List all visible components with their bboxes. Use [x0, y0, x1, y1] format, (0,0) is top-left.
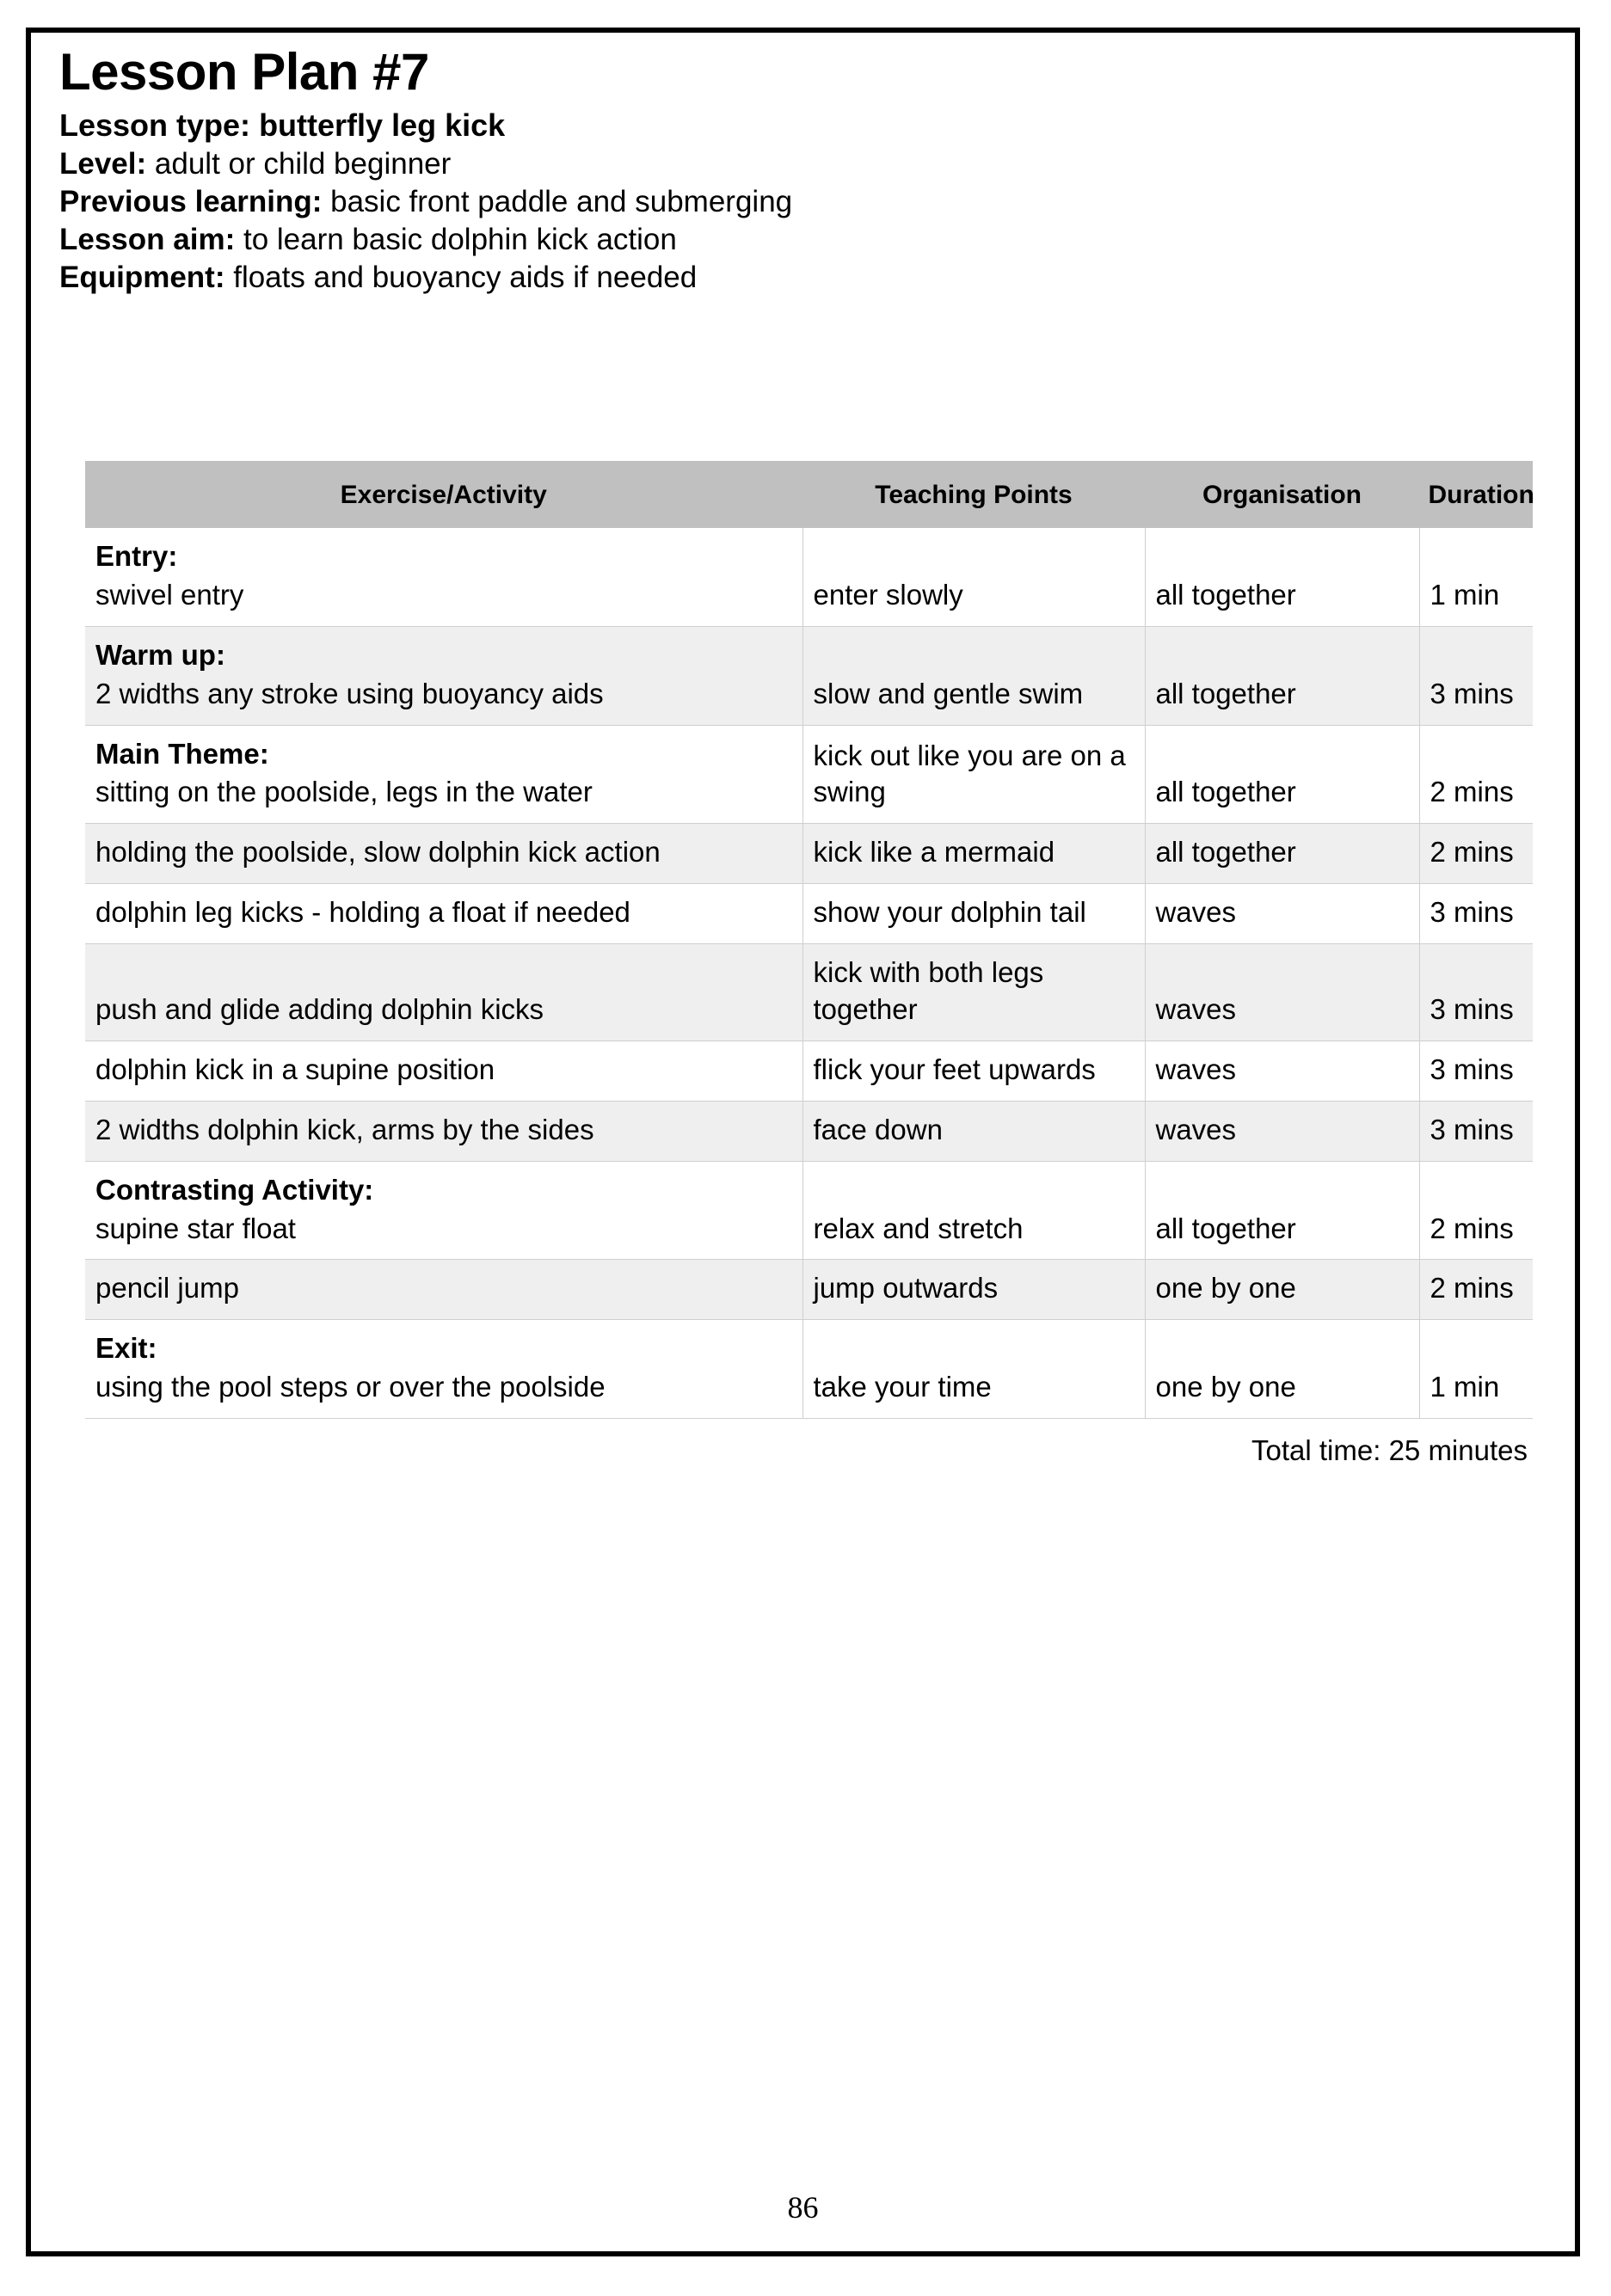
- cell-teaching-points: relax and stretch: [802, 1161, 1145, 1260]
- column-header-organisation: Organisation: [1145, 462, 1419, 528]
- lesson-meta-line: [59, 259, 1575, 297]
- lesson-meta-label: Level:: [59, 146, 147, 181]
- total-time-label: Total time: 25 minutes: [1251, 1434, 1528, 1467]
- lesson-header: [31, 33, 1575, 297]
- cell-organisation: one by one: [1145, 1260, 1419, 1320]
- lesson-meta-line: [59, 183, 1575, 221]
- activity-text: supine star float: [95, 1212, 296, 1244]
- cell-activity: [85, 626, 802, 725]
- cell-activity: [85, 1320, 802, 1419]
- table-header-row: [85, 462, 1533, 528]
- cell-duration: 3 mins: [1419, 1041, 1533, 1101]
- activity-text: 2 widths dolphin kick, arms by the sides: [95, 1113, 594, 1145]
- cell-duration: 3 mins: [1419, 944, 1533, 1041]
- cell-duration: 3 mins: [1419, 1101, 1533, 1161]
- cell-organisation: all together: [1145, 528, 1419, 627]
- cell-teaching-points: kick like a mermaid: [802, 824, 1145, 884]
- table-row: [85, 884, 1533, 944]
- activity-text: dolphin leg kicks - holding a float if needed: [95, 896, 630, 929]
- cell-teaching-points: jump outwards: [802, 1260, 1145, 1320]
- section-label: Exit:: [95, 1332, 157, 1365]
- table-row: [85, 1101, 1533, 1161]
- cell-teaching-points: take your time: [802, 1320, 1145, 1419]
- lesson-meta-label: Previous learning:: [59, 184, 323, 218]
- cell-activity: [85, 725, 802, 824]
- cell-teaching-points: slow and gentle swim: [802, 626, 1145, 725]
- cell-activity: [85, 1041, 802, 1101]
- document-page: [26, 28, 1580, 2256]
- cell-organisation: waves: [1145, 1041, 1419, 1101]
- lesson-plan-table-wrapper: [85, 461, 1533, 1467]
- lesson-meta-value: floats and buoyancy aids if needed: [233, 260, 698, 294]
- page-number: 86: [787, 2190, 819, 2225]
- cell-organisation: one by one: [1145, 1320, 1419, 1419]
- table-row: [85, 1320, 1533, 1419]
- lesson-metadata-list: [59, 106, 1575, 297]
- page-title: Lesson Plan #7: [59, 43, 429, 101]
- table-row: [85, 1161, 1533, 1260]
- table-body: [85, 528, 1533, 1419]
- cell-duration: 1 min: [1419, 528, 1533, 627]
- cell-organisation: all together: [1145, 725, 1419, 824]
- table-row: [85, 1041, 1533, 1101]
- section-label: Warm up:: [95, 638, 225, 671]
- cell-duration: 3 mins: [1419, 884, 1533, 944]
- cell-activity: [85, 528, 802, 627]
- activity-text: swivel entry: [95, 578, 244, 611]
- lesson-meta-label: Lesson type:: [59, 107, 251, 144]
- section-label: Entry:: [95, 540, 178, 572]
- table-row: [85, 824, 1533, 884]
- cell-organisation: all together: [1145, 626, 1419, 725]
- table-row: [85, 944, 1533, 1041]
- table-row: [85, 1260, 1533, 1320]
- cell-activity: [85, 1161, 802, 1260]
- table-row: [85, 528, 1533, 627]
- cell-duration: 1 min: [1419, 1320, 1533, 1419]
- cell-organisation: waves: [1145, 1101, 1419, 1161]
- column-header-teaching-points: Teaching Points: [802, 462, 1145, 528]
- activity-text: push and glide adding dolphin kicks: [95, 993, 544, 1026]
- cell-organisation: all together: [1145, 824, 1419, 884]
- section-label: Main Theme:: [95, 737, 269, 770]
- cell-duration: 2 mins: [1419, 1161, 1533, 1260]
- section-label: Contrasting Activity:: [95, 1173, 374, 1206]
- table-row: [85, 626, 1533, 725]
- cell-activity: [85, 944, 802, 1041]
- activity-text: sitting on the poolside, legs in the water: [95, 776, 593, 808]
- cell-organisation: waves: [1145, 944, 1419, 1041]
- cell-teaching-points: enter slowly: [802, 528, 1145, 627]
- table-row: [85, 725, 1533, 824]
- lesson-meta-value: adult or child beginner: [154, 146, 452, 181]
- lesson-meta-value: basic front paddle and submerging: [330, 184, 793, 218]
- cell-teaching-points: show your dolphin tail: [802, 884, 1145, 944]
- cell-duration: 3 mins: [1419, 626, 1533, 725]
- table-header: [85, 462, 1533, 528]
- lesson-meta-line: [59, 221, 1575, 259]
- cell-organisation: waves: [1145, 884, 1419, 944]
- lesson-meta-line: [59, 145, 1575, 183]
- cell-duration: 2 mins: [1419, 1260, 1533, 1320]
- cell-activity: [85, 1260, 802, 1320]
- cell-teaching-points: face down: [802, 1101, 1145, 1161]
- activity-text: 2 widths any stroke using buoyancy aids: [95, 677, 604, 709]
- activity-text: dolphin kick in a supine position: [95, 1053, 495, 1085]
- lesson-plan-table: [85, 461, 1533, 1419]
- cell-organisation: all together: [1145, 1161, 1419, 1260]
- lesson-meta-value: to learn basic dolphin kick action: [243, 222, 677, 256]
- lesson-meta-label: Lesson aim:: [59, 222, 236, 256]
- cell-activity: [85, 1101, 802, 1161]
- cell-teaching-points: flick your feet upwards: [802, 1041, 1145, 1101]
- activity-text: holding the poolside, slow dolphin kick action: [95, 836, 661, 869]
- cell-teaching-points: kick with both legs together: [802, 944, 1145, 1041]
- cell-duration: 2 mins: [1419, 824, 1533, 884]
- column-header-duration: Duration: [1419, 462, 1533, 528]
- lesson-meta-label: Equipment:: [59, 260, 225, 294]
- cell-teaching-points: kick out like you are on a swing: [802, 725, 1145, 824]
- cell-duration: 2 mins: [1419, 725, 1533, 824]
- cell-activity: [85, 824, 802, 884]
- lesson-meta-value: butterfly leg kick: [259, 107, 506, 144]
- cell-activity: [85, 884, 802, 944]
- activity-text: using the pool steps or over the poolside: [95, 1371, 606, 1403]
- column-header-activity: Exercise/Activity: [85, 462, 802, 528]
- lesson-meta-line: [59, 106, 1575, 144]
- activity-text: pencil jump: [95, 1272, 239, 1305]
- page-content: [31, 33, 1575, 2251]
